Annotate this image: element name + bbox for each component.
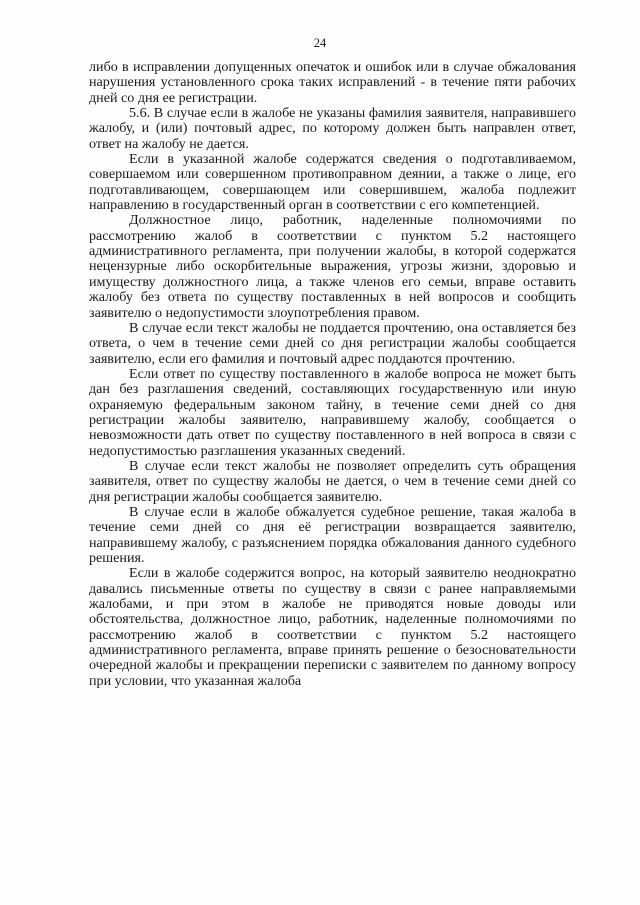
body-text [89, 60, 576, 689]
paragraph: 5.6. В случае если в жалобе не указаны фамилия заявителя, направившего жалобу, и (или) почтовый адрес, по которому должен быть направлен ответ, ответ на жалобу не дается. [89, 105, 576, 152]
paragraph: Если в жалобе содержится вопрос, на который заявителю неоднократно давались письменные ответы по существу в связи с ранее направляемыми жалобами, и при этом в жалобе не приводятся новые доводы или обстоятельства, должностное лицо, работник, наделенные полномочиями по рассмотрению жалоб в соответствии с пунктом 5.2 настоящего административного регламента, вправе принять решение о безосновательности очередной жалобы и прекращении переписки с заявителем по данному вопросу при условии, что указанная жалоба [89, 565, 576, 689]
paragraph: Должностное лицо, работник, наделенные полномочиями по рассмотрению жалоб в соответствии с пунктом 5.2 настоящего административного регламента, при получении жалобы, в которой содержатся нецензурные либо оскорбительные выражения, угрозы жизни, здоровью и имуществу должностного лица, а также членов его семьи, вправе оставить жалобу без ответа по существу поставленных в ней вопросов и сообщить заявителю о недопустимости злоупотребления правом. [89, 212, 576, 321]
page-number: 24 [313, 36, 327, 50]
paragraph: либо в исправлении допущенных опечаток и ошибок или в случае обжалования нарушения установленного срока таких исправлений - в течение пяти рабочих дней со дня ее регистрации. [89, 59, 576, 106]
paragraph: Если в указанной жалобе содержатся сведения о подготавливаемом, совершаемом или совершенном противоправном деянии, а также о лице, его подготавливающем, совершающем или совершившем, жалоба подлежит направлению в государственный орган в соответствии с его компетенцией. [89, 151, 576, 214]
paragraph: В случае если в жалобе обжалуется судебное решение, такая жалоба в течение семи дней со дня её регистрации возвращается заявителю, направившему жалобу, с разъяснением порядка обжалования данного судебного решения. [89, 503, 576, 566]
paragraph: Если ответ по существу поставленного в жалобе вопроса не может быть дан без разглашения сведений, составляющих государственную или иную охраняемую федеральным законом тайну, в течение семи дней со дня регистрации жалобы заявителю, направившему жалобу, сообщается о невозможности дать ответ по существу поставленного в ней вопроса в связи с недопустимостью разглашения указанных сведений. [89, 365, 576, 459]
paragraph: В случае если текст жалобы не позволяет определить суть обращения заявителя, ответ по существу жалобы не дается, о чем в течение семи дней со дня регистрации жалобы сообщается заявителю. [89, 457, 576, 505]
paragraph: В случае если текст жалобы не поддается прочтению, она оставляется без ответа, о чем в течение семи дней со дня регистрации жалобы сообщается заявителю, если его фамилия и почтовый адрес поддаются прочтению. [89, 319, 576, 367]
